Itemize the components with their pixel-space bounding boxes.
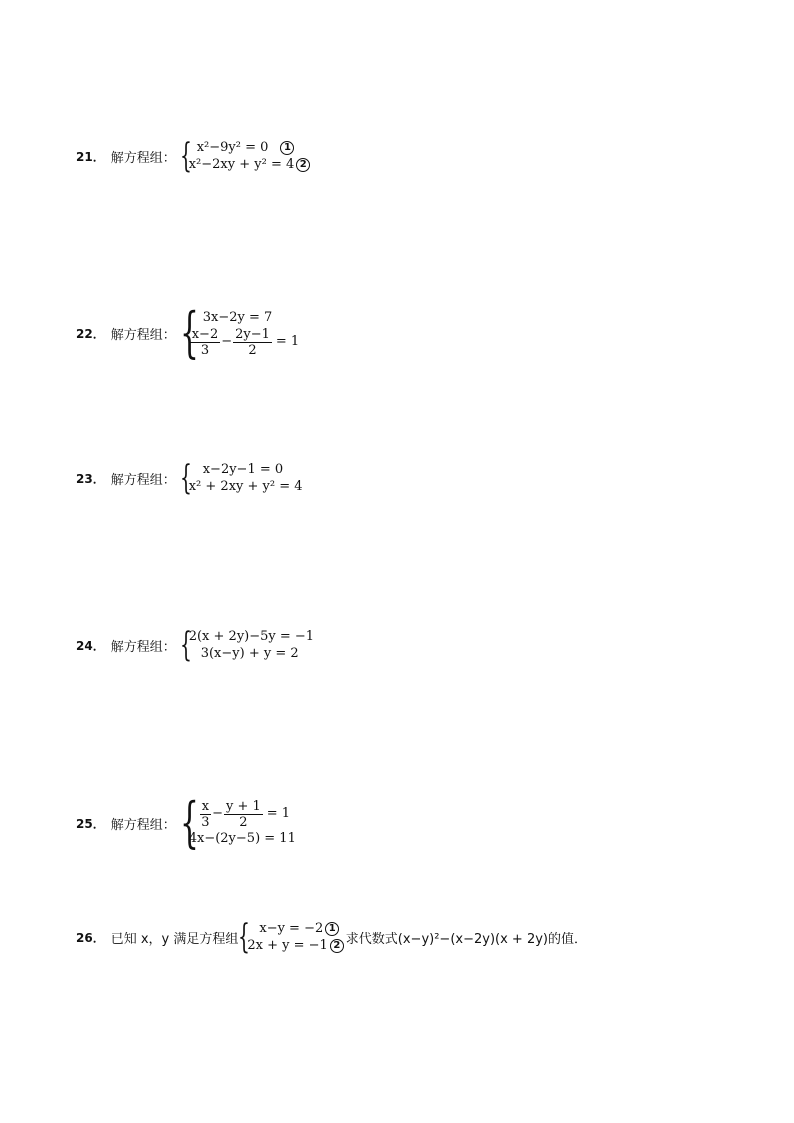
problem-21: [76, 136, 310, 176]
left-brace: {: [179, 301, 199, 364]
equation-system: [179, 301, 300, 364]
equation-2: x² + 2xy + y² = 4: [188, 479, 303, 494]
problem-label: 解方程组：: [110, 639, 176, 655]
problem-number: 26．: [76, 930, 105, 945]
left-brace: {: [179, 791, 199, 854]
equation-1: 2(x + 2y)−5y = −1: [188, 629, 315, 644]
circled-number-1: 1: [280, 141, 294, 155]
left-brace: {: [179, 625, 192, 665]
problem-label: 已知 x，y 满足方程组: [110, 931, 239, 947]
problem-23: [76, 458, 303, 498]
circled-number-2: 2: [296, 158, 310, 172]
fraction: $\frac{x}{3}$: [201, 798, 210, 830]
equation-1: x−y = −2 1: [247, 920, 343, 937]
circled-number-2: 2: [330, 939, 344, 953]
equation-system: [238, 917, 343, 957]
fraction: $\frac{x-2}{3}$: [191, 326, 219, 358]
problem-22: [76, 301, 300, 364]
problem-26: [76, 917, 587, 957]
equation-2: 2x + y = −1 2: [247, 937, 343, 954]
question-text: 求代数式(x−y)²−(x−2y)(x + 2y)的值．: [345, 931, 587, 947]
problem-number: 23．: [76, 471, 105, 486]
problem-number: 25．: [76, 816, 105, 831]
fraction: $\frac{y + 1}{2}$: [225, 798, 261, 830]
problem-number: 21．: [76, 149, 105, 164]
equation-1: x−2y−1 = 0: [202, 462, 284, 477]
equation-system: [179, 458, 303, 498]
equation-2: 4x−(2y−5) = 11: [188, 830, 296, 846]
equation-2: $\frac{x-2}{3}$ − $\frac{2y-1}{2}$ = 1: [191, 326, 300, 358]
fraction: $\frac{2y-1}{2}$: [235, 326, 270, 358]
equation-1: x²−9y² = 0 1: [189, 139, 311, 156]
equation-system: [179, 136, 311, 176]
left-brace: {: [179, 458, 192, 498]
left-brace: {: [179, 136, 192, 176]
problem-label: 解方程组：: [110, 817, 176, 833]
problem-25: [76, 791, 296, 854]
equation-system: [179, 625, 315, 665]
equation-1: 3x−2y = 7: [202, 309, 273, 325]
problem-number: 22．: [76, 326, 105, 341]
circled-number-1: 1: [325, 922, 339, 936]
problem-number: 24．: [76, 638, 105, 653]
problem-24: [76, 625, 315, 665]
equation-1: $\frac{x}{3}$ − $\frac{y + 1}{2}$ = 1: [201, 798, 291, 830]
problem-label: 解方程组：: [110, 150, 176, 166]
left-brace: {: [238, 917, 251, 957]
problem-label: 解方程组：: [110, 472, 176, 488]
equation-system: [179, 791, 296, 854]
equation-2: 3(x−y) + y = 2: [200, 646, 299, 661]
equation-2: x²−2xy + y² = 4 2: [189, 156, 311, 173]
problem-label: 解方程组：: [110, 327, 176, 343]
